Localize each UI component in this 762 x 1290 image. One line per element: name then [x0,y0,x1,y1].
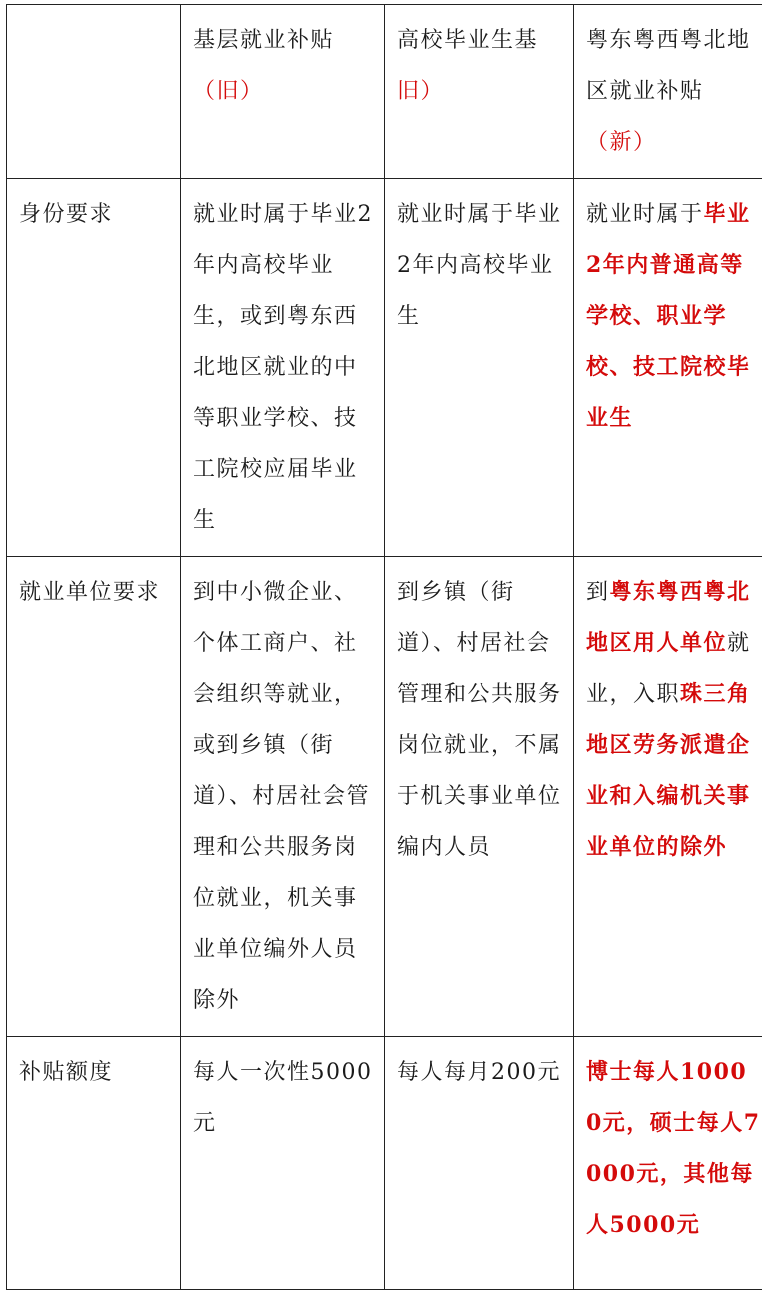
row-label-unit: 就业单位要求 [7,557,181,1037]
header-col2-cell [385,5,574,179]
amount-col2-cell: 每人每月200元 [385,1037,574,1290]
unit-col3-part4: 珠三角地区劳务派遣企业和入编机关事业单位的除外 [586,681,751,860]
header-col3-cell [574,5,762,179]
policy-comparison-table [6,4,762,1290]
row-label-amount: 补贴额度 [7,1037,181,1290]
identity-col2-cell: 就业时属于毕业2年内高校毕业生 [385,179,574,557]
unit-col1-cell: 到中小微企业、个体工商户、社会组织等就业，或到乡镇（街道）、村居社会管理和公共服务岗位就业，机关事业单位编外人员除外 [181,557,385,1037]
unit-col3-cell [574,557,762,1037]
unit-col3-part3: 就业，入职 [586,631,751,707]
identity-col1-cell: 就业时属于毕业2年内高校毕业生，或到粤东西北地区就业的中等职业学校、技工院校应届毕业生 [181,179,385,557]
amount-col1-cell: 每人一次性5000元 [181,1037,385,1290]
amount-col3-cell: 博士每人10000元，硕士每人7000元，其他每人5000元 [574,1037,762,1290]
table-row-unit [7,557,762,1037]
header-col1-tag: （旧） [193,79,264,104]
identity-col3-highlight: 毕业2年内普通高等学校、职业学校、技工院校毕业生 [586,201,751,431]
header-col1-title: 基层就业补贴 [193,28,334,53]
header-col2-title: 高校毕业生基 [397,28,538,53]
header-col1-cell [181,5,385,179]
identity-col3-cell [574,179,762,557]
unit-col3-part2: 粤东粤西粤北地区用人单位 [586,579,751,656]
table-row-identity [7,179,762,557]
header-col2-tag: 旧） [397,79,444,104]
identity-col3-normal: 就业时属于 [586,202,704,227]
header-col3-title: 粤东粤西粤北地区就业补贴 [586,28,751,104]
table-header-row [7,5,762,179]
header-col3-tag: （新） [586,130,657,155]
unit-col3-part1: 到 [586,580,610,605]
unit-col2-cell: 到乡镇（街道）、村居社会管理和公共服务岗位就业，不属于机关事业单位编内人员 [385,557,574,1037]
row-label-identity: 身份要求 [7,179,181,557]
table-row-amount [7,1037,762,1290]
header-blank-cell [7,5,181,179]
